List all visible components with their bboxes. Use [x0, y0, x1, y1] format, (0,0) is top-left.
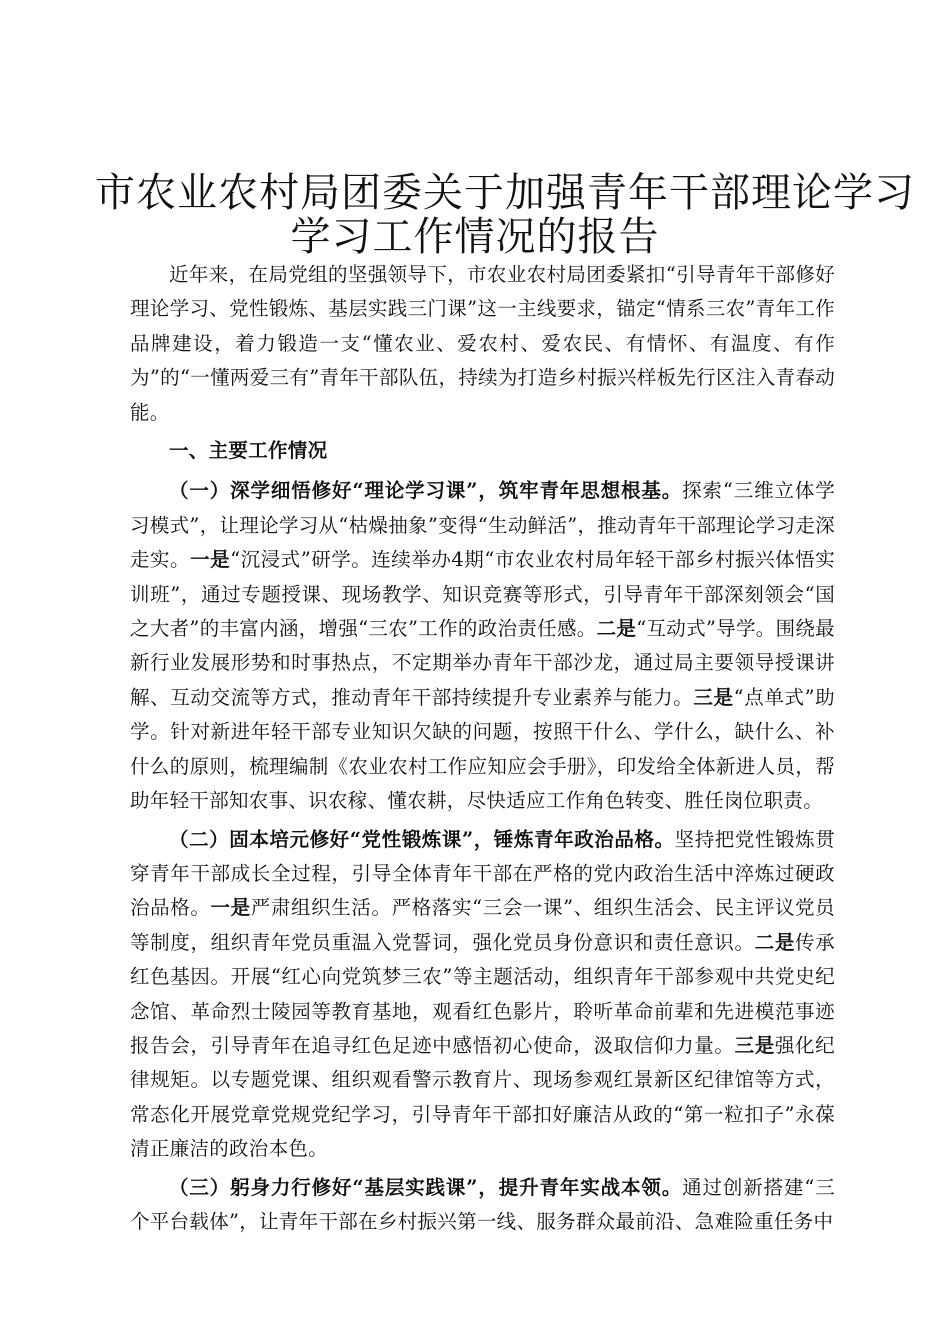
subsection-2-key-2: 二是 — [754, 930, 796, 954]
subsection-1-text-4: “点单式”助学。针对新进年轻干部专业知识欠缺的问题，按照干什么、学什么，缺什么、补什么的原则，梳理编制《农业农村工作应知应会手册》，印发给全体新进人员，帮助年轻干部知农事、识农稼、懂农耕，尽快适应工作角色转变、胜任岗位职责。 — [130, 685, 835, 813]
subsection-3-lead: （三）躬身力行修好“基层实践课”，提升青年实战本领。 — [169, 1175, 683, 1199]
subsection-1-key-1: 一是 — [190, 548, 231, 572]
subsection-1-text-1: 探索“三维立体学习模式”，让理论学习从“枯燥抽象”变得“生动鲜活”，推动青年干部理论学习走深走实。 — [130, 479, 836, 572]
document-title-line-2: 学习工作情况的报告 — [290, 214, 660, 260]
intro-paragraph: 近年来，在局党组的坚强领导下，市农业农村局团委紧扣“引导青年干部修好理论学习、党性锻炼、基层实践三门课”这一主线要求，锚定“情系三农”青年工作品牌建设，着力锻造一支“懂农业、爱农村、爱农民、有情怀、有温度、有作为”的“一懂两爱三有”青年干部队伍，持续为打造乡村振兴样板先行区注入青春动能。 — [130, 263, 835, 424]
document-body — [130, 258, 835, 1243]
subsection-2-paragraph — [130, 823, 835, 1167]
subsection-3-text-1: 通过创新搭建“三个平台载体”，让青年干部在乡村振兴第一线、服务群众最前沿、急难险重任务中 — [130, 1175, 836, 1233]
subsection-1-paragraph — [130, 474, 835, 818]
subsection-2-text-4: 强化纪律规矩。以专题党课、组织观看警示教育片、现场参观红景新区纪律馆等方式，常态化开展党章党规党纪学习，引导青年干部扣好廉洁从政的“第一粒扣子”永葆清正廉洁的政治本色。 — [130, 1033, 835, 1161]
subsection-1-key-3: 三是 — [693, 685, 734, 709]
subsection-1-text-2: “沉浸式”研学。连续举办4期“市农业农村局年轻干部乡村振兴体悟实训班”，通过专题授课、现场教学、知识竞赛等形式，引导青年干部深刻领会“国之大者”的丰富内涵，增强“三农”工作的政治责任感。 — [130, 548, 835, 641]
subsection-2-key-3: 三是 — [734, 1033, 775, 1057]
subsection-3-paragraph — [130, 1171, 835, 1240]
subsection-2-text-3: 传承红色基因。开展“红心向党筑梦三农”等主题活动，组织青年干部参观中共党史纪念馆、革命烈士陵园等教育基地，观看红色影片，聆听革命前辈和先进模范事迹报告会，引导青年在追寻红色足迹中感悟初心使命，汲取信仰力量。 — [130, 930, 835, 1057]
subsection-1-text-3: “互动式”导学。围绕最新行业发展形势和时事热点，不定期举办青年干部沙龙，通过局主要领导授课讲解、互动交流等方式，推动青年干部持续提升专业素养与能力。 — [130, 617, 835, 709]
subsection-2-key-1: 一是 — [210, 896, 251, 920]
subsection-2-text-1: 坚持把党性锻炼贯穿青年干部成长全过程，引导全体青年干部在严格的党内政治生活中淬炼过硬政治品格。 — [130, 827, 835, 920]
subsection-1-lead: （一）深学细悟修好“理论学习课”，筑牢青年思想根基。 — [169, 479, 683, 503]
subsection-1-key-2: 二是 — [596, 617, 637, 641]
subsection-2-lead: （二）固本培元修好“党性锻炼课”，锤炼青年政治品格。 — [169, 827, 675, 851]
document-title-line-1: 市农业农村局团委关于加强青年干部理论学习 — [95, 170, 915, 216]
subsection-2-text-2: 严肃组织生活。严格落实“三会一课”、组织生活会、民主评议党员等制度，组织青年党员重温入党誓词，强化党员身份意识和责任意识。 — [130, 896, 835, 954]
section-heading: 一、主要工作情况 — [169, 439, 328, 463]
